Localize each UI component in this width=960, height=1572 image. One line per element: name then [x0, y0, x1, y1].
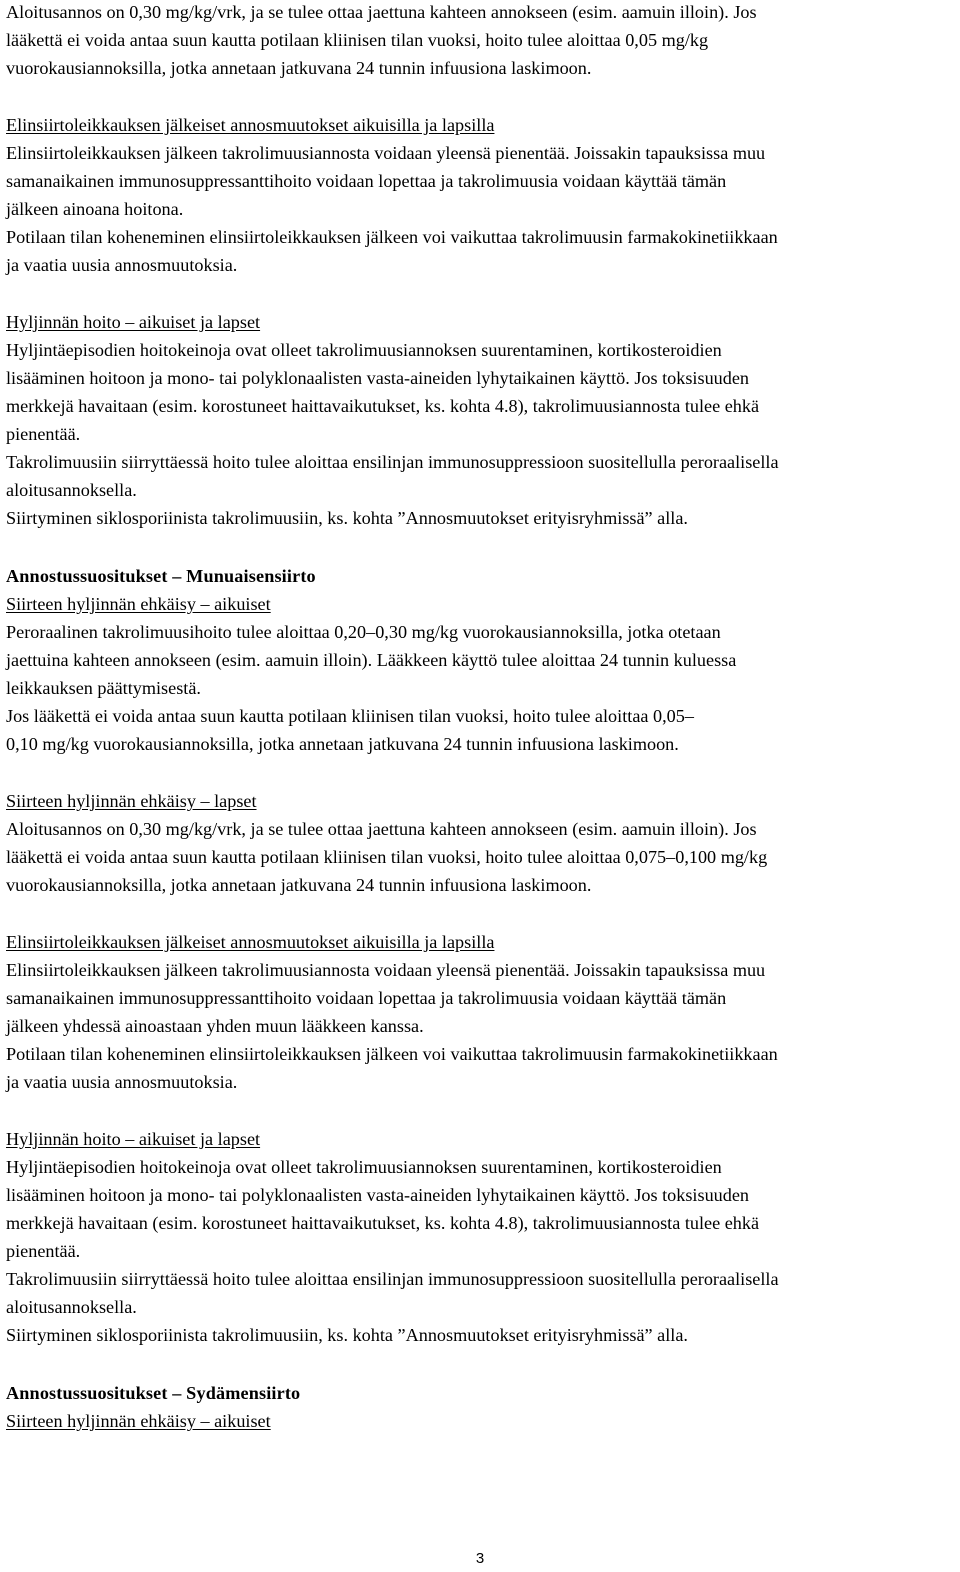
paragraph — [6, 139, 956, 279]
text-line: ja vaatia uusia annosmuutoksia. — [6, 1072, 238, 1092]
spacer — [6, 532, 956, 562]
text-line: lääkettä ei voida antaa suun kautta potilaan kliinisen tilan vuoksi, hoito tulee aloittaa 0,05 mg/kg — [6, 30, 709, 50]
spacer — [6, 899, 956, 928]
text-line: aloitusannoksella. — [6, 1297, 137, 1317]
subheading: Hyljinnän hoito – aikuiset ja lapset — [6, 1129, 261, 1149]
text-line: pienentää. — [6, 1241, 81, 1261]
paragraph — [6, 1153, 956, 1349]
text-line: leikkauksen päättymisestä. — [6, 678, 201, 698]
paragraph — [6, 618, 956, 758]
text-line: Potilaan tilan koheneminen elinsiirtoleikkauksen jälkeen voi vaikuttaa takrolimuusin farmakokinetiikkaan — [6, 1044, 778, 1064]
text-line: merkkejä havaitaan (esim. korostuneet haittavaikutukset, ks. kohta 4.8), takrolimuusiannosta tulee ehkä — [6, 1213, 760, 1233]
subheading: Elinsiirtoleikkauksen jälkeiset annosmuutokset aikuisilla ja lapsilla — [6, 932, 495, 952]
text-line: Peroraalinen takrolimuusihoito tulee aloittaa 0,20–0,30 mg/kg vuorokausiannoksilla, jotka otetaan — [6, 622, 721, 642]
subheading: Siirteen hyljinnän ehkäisy – aikuiset — [6, 1411, 271, 1431]
text-line: Aloitusannos on 0,30 mg/kg/vrk, ja se tulee ottaa jaettuna kahteen annokseen (esim. aamuin illoin). Jos — [6, 819, 757, 839]
text-line: Siirtyminen siklosporiinista takrolimuusiin, ks. kohta ”Annosmuutokset erityisryhmissä” alla. — [6, 1325, 688, 1345]
paragraph — [6, 336, 956, 532]
text-line: Jos lääkettä ei voida antaa suun kautta potilaan kliinisen tilan vuoksi, hoito tulee aloittaa 0,05– — [6, 706, 694, 726]
paragraph — [6, 956, 956, 1096]
text-line: samanaikainen immunosuppressanttihoito voidaan lopettaa ja takrolimuusia voidaan käyttää tämän — [6, 988, 727, 1008]
paragraph — [6, 815, 956, 899]
spacer — [6, 758, 956, 787]
text-line: vuorokausiannoksilla, jotka annetaan jatkuvana 24 tunnin infuusiona laskimoon. — [6, 58, 592, 78]
text-line: ja vaatia uusia annosmuutoksia. — [6, 255, 238, 275]
text-line: jälkeen ainoana hoitona. — [6, 199, 184, 219]
text-line: samanaikainen immunosuppressanttihoito voidaan lopettaa ja takrolimuusia voidaan käyttää tämän — [6, 171, 727, 191]
text-line: Elinsiirtoleikkauksen jälkeen takrolimuusiannosta voidaan yleensä pienentää. Joissakin tapauksissa muu — [6, 143, 766, 163]
text-line: lisääminen hoitoon ja mono- tai polyklonaalisten vasta-aineiden lyhytaikainen käyttö. Jos toksisuuden — [6, 1185, 750, 1205]
subheading: Siirteen hyljinnän ehkäisy – aikuiset — [6, 594, 271, 614]
spacer — [6, 82, 956, 111]
text-line: Aloitusannos on 0,30 mg/kg/vrk, ja se tulee ottaa jaettuna kahteen annokseen (esim. aamuin illoin). Jos — [6, 2, 757, 22]
text-line: Hyljintäepisodien hoitokeinoja ovat olleet takrolimuusiannoksen suurentaminen, kortikosteroidien — [6, 340, 722, 360]
text-line: Potilaan tilan koheneminen elinsiirtoleikkauksen jälkeen voi vaikuttaa takrolimuusin farmakokinetiikkaan — [6, 227, 778, 247]
text-line: Hyljintäepisodien hoitokeinoja ovat olleet takrolimuusiannoksen suurentaminen, kortikosteroidien — [6, 1157, 722, 1177]
text-line: merkkejä havaitaan (esim. korostuneet haittavaikutukset, ks. kohta 4.8), takrolimuusiannosta tulee ehkä — [6, 396, 760, 416]
text-line: Takrolimuusiin siirryttäessä hoito tulee aloittaa ensilinjan immunosuppressioon suositellulla peroraalisella — [6, 1269, 779, 1289]
text-line: jälkeen yhdessä ainoastaan yhden muun lääkkeen kanssa. — [6, 1016, 424, 1036]
section-heading: Annostussuositukset – Munuaisensiirto — [6, 566, 316, 586]
spacer — [6, 1349, 956, 1379]
text-line: Siirtyminen siklosporiinista takrolimuusiin, ks. kohta ”Annosmuutokset erityisryhmissä” alla. — [6, 508, 688, 528]
text-line: 0,10 mg/kg vuorokausiannoksilla, jotka annetaan jatkuvana 24 tunnin infuusiona laskimoon. — [6, 734, 679, 754]
subheading: Elinsiirtoleikkauksen jälkeiset annosmuutokset aikuisilla ja lapsilla — [6, 115, 495, 135]
intro-paragraph — [6, 0, 956, 82]
subheading: Hyljinnän hoito – aikuiset ja lapset — [6, 312, 261, 332]
text-line: vuorokausiannoksilla, jotka annetaan jatkuvana 24 tunnin infuusiona laskimoon. — [6, 875, 592, 895]
subheading: Siirteen hyljinnän ehkäisy – lapset — [6, 791, 257, 811]
page-number: 3 — [475, 1550, 485, 1567]
text-line: pienentää. — [6, 424, 81, 444]
spacer — [6, 1096, 956, 1125]
section-heading: Annostussuositukset – Sydämensiirto — [6, 1383, 301, 1403]
text-line: lisääminen hoitoon ja mono- tai polyklonaalisten vasta-aineiden lyhytaikainen käyttö. Jos toksisuuden — [6, 368, 750, 388]
spacer — [6, 279, 956, 308]
text-line: Takrolimuusiin siirryttäessä hoito tulee aloittaa ensilinjan immunosuppressioon suositellulla peroraalisella — [6, 452, 779, 472]
text-line: jaettuina kahteen annokseen (esim. aamuin illoin). Lääkkeen käyttö tulee aloittaa 24 tunnin kuluessa — [6, 650, 737, 670]
text-line: lääkettä ei voida antaa suun kautta potilaan kliinisen tilan vuoksi, hoito tulee aloittaa 0,075–0,100 mg/kg — [6, 847, 768, 867]
text-line: Elinsiirtoleikkauksen jälkeen takrolimuusiannosta voidaan yleensä pienentää. Joissakin tapauksissa muu — [6, 960, 766, 980]
document-page — [6, 0, 956, 1435]
text-line: aloitusannoksella. — [6, 480, 137, 500]
